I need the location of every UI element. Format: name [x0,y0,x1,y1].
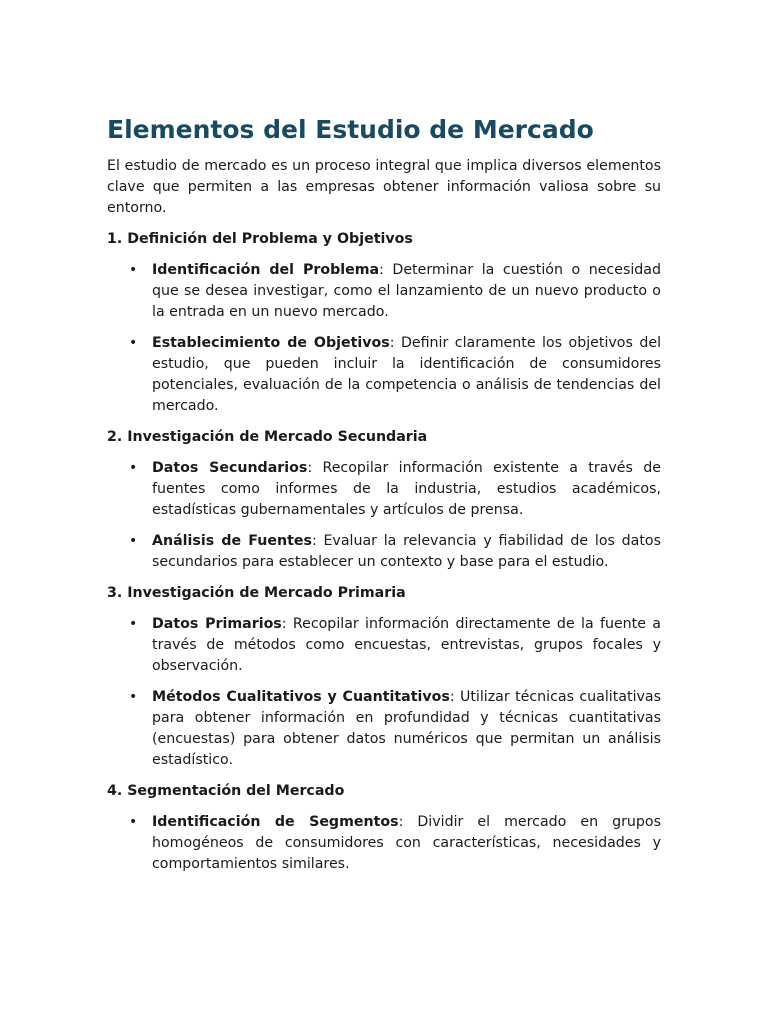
list-item [107,687,661,771]
section-primary-research [107,583,661,771]
item-text: : Determinar la cuestión o necesidad que se desea investigar, como el lanzamiento de un nuevo producto o la entrada en un nuevo mercado. [152,262,661,320]
section-heading: 4. Segmentación del Mercado [107,783,345,799]
section-heading: 3. Investigación de Mercado Primaria [107,585,406,601]
list-item [107,260,661,323]
bullet-icon: • [129,533,138,549]
item-text: : Utilizar técnicas cualitativas para obtener información en profundidad y técnicas cuantitativas (encuestas) para obtener datos numéricos que permitan un análisis estadístico. [152,689,661,768]
item-term: Métodos Cualitativos y Cuantitativos [152,689,450,705]
item-text: : Evaluar la relevancia y fiabilidad de los datos secundarios para establecer un contexto y base para el estudio. [152,533,661,570]
item-text: : Dividir el mercado en grupos homogéneos de consumidores con características, necesidades y comportamientos similares. [152,814,661,872]
document-page [107,113,661,875]
bullet-icon: • [129,814,138,830]
intro-paragraph: El estudio de mercado es un proceso integral que implica diversos elementos clave que permiten a las empresas obtener información valiosa sobre su entorno. [107,158,661,216]
item-text: : Recopilar información existente a través de fuentes como informes de la industria, estudios académicos, estadísticas gubernamentales y artículos de prensa. [152,460,662,518]
item-term: Análisis de Fuentes [152,533,312,549]
item-term: Datos Primarios [152,616,282,632]
bullet-icon: • [129,460,138,476]
list-item [107,614,661,677]
bullet-icon: • [129,616,138,632]
list-item [107,333,661,417]
section-definition [107,229,661,417]
bullet-icon: • [129,689,138,705]
item-term: Identificación del Problema [152,262,380,278]
item-text: : Definir claramente los objetivos del estudio, que pueden incluir la identificación de consumidores potenciales, evaluación de la competencia o análisis de tendencias del mercado. [152,335,662,414]
item-text: : Recopilar información directamente de la fuente a través de métodos como encuestas, entrevistas, grupos focales y observación. [152,616,661,674]
section-heading: 2. Investigación de Mercado Secundaria [107,429,428,445]
section-heading: 1. Definición del Problema y Objetivos [107,231,413,247]
bullet-list [107,458,661,573]
item-term: Establecimiento de Objetivos [152,335,390,351]
item-term: Datos Secundarios [152,460,308,476]
section-segmentation [107,781,661,875]
list-item [107,812,661,875]
item-term: Identificación de Segmentos [152,814,399,830]
list-item [107,458,661,521]
section-secondary-research [107,427,661,573]
bullet-list [107,812,661,875]
bullet-icon: • [129,335,138,351]
bullet-list [107,614,661,771]
document-title: Elementos del Estudio de Mercado [107,115,594,144]
bullet-list [107,260,661,417]
bullet-icon: • [129,262,138,278]
list-item [107,531,661,573]
